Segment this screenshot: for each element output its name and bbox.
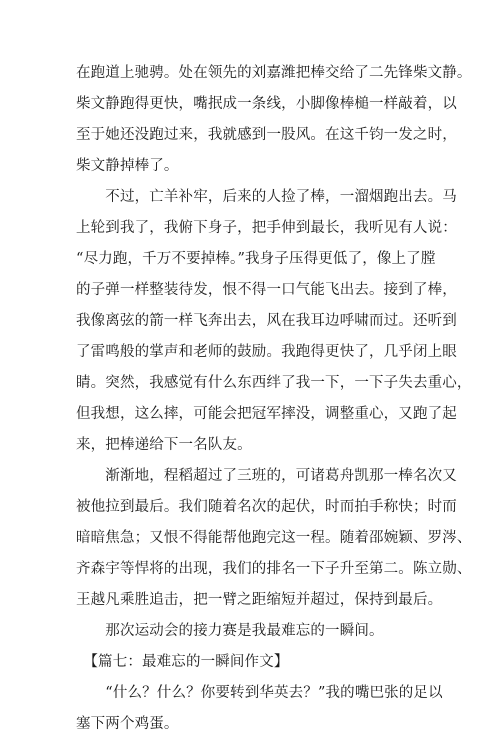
text-line: 在跑道上驰骋。处在领先的刘嘉潍把棒交给了二先锋柴文静。 [76, 65, 472, 81]
text-line: 来，把棒递给下一名队友。 [76, 437, 252, 453]
text-line: 但我想，这么摔，可能会把冠军摔没，调整重心，又跑了起 [76, 406, 457, 422]
text-line: 至于她还没跑过来，我就感到一股风。在这千钧一发之时， [76, 127, 457, 143]
paragraph-2 [76, 182, 472, 461]
paragraph-3 [76, 461, 472, 616]
section-heading [76, 647, 436, 678]
section-heading-text: 【篇七：最难忘的一瞬间作文】 [76, 654, 289, 670]
text-line: 睛。突然，我感觉有什么东西绊了我一下，一下子失去重心， [76, 375, 472, 391]
text-line: 塞下两个鸡蛋。 [76, 716, 179, 732]
text-line: “什么？什么？你要转到华英去？”我的嘴巴张的足以 [76, 685, 443, 701]
text-line: 柴文静掉棒了。 [76, 158, 179, 174]
text-line: 王越凡乘胜追击，把一臂之距缩短并超过，保持到最后。 [76, 592, 443, 608]
text-line: 那次运动会的接力赛是我最难忘的一瞬间。 [76, 623, 384, 639]
paragraph-1 [76, 58, 472, 182]
document-page [76, 58, 472, 740]
text-line: 暗暗焦急；又恨不得能帮他跑完这一程。随着邵婉颖、罗涔、 [76, 530, 472, 546]
text-line: 被他拉到最后。我们随着名次的起伏，时而拍手称快；时而 [76, 499, 457, 515]
text-line: 的子弹一样整装待发，恨不得一口气能飞出去。接到了棒， [76, 282, 457, 298]
text-line: 齐森宇等悍将的出现，我们的排名一下子升至第二。陈立勋、 [76, 561, 472, 577]
text-line: 渐渐地，程稻超过了三班的，可诸葛舟凯那一棒名次又 [76, 468, 457, 484]
text-line: 上轮到我了，我俯下身子，把手伸到最长，我听见有人说： [76, 220, 457, 236]
text-line: 了雷鸣般的掌声和老师的鼓励。我跑得更快了，几乎闭上眼 [76, 344, 457, 360]
text-line: 柴文静跑得更快，嘴抿成一条线，小脚像棒槌一样敲着，以 [76, 96, 457, 112]
text-line: 不过，亡羊补牢，后来的人捡了棒，一溜烟跑出去。马 [76, 189, 457, 205]
paragraph-4 [76, 616, 436, 647]
text-line: “尽力跑，千万不要掉棒。”我身子压得更低了，像上了膛 [76, 251, 436, 267]
text-line: 我像离弦的箭一样飞奔出去，风在我耳边呼啸而过。还听到 [76, 313, 457, 329]
paragraph-6 [76, 678, 443, 740]
